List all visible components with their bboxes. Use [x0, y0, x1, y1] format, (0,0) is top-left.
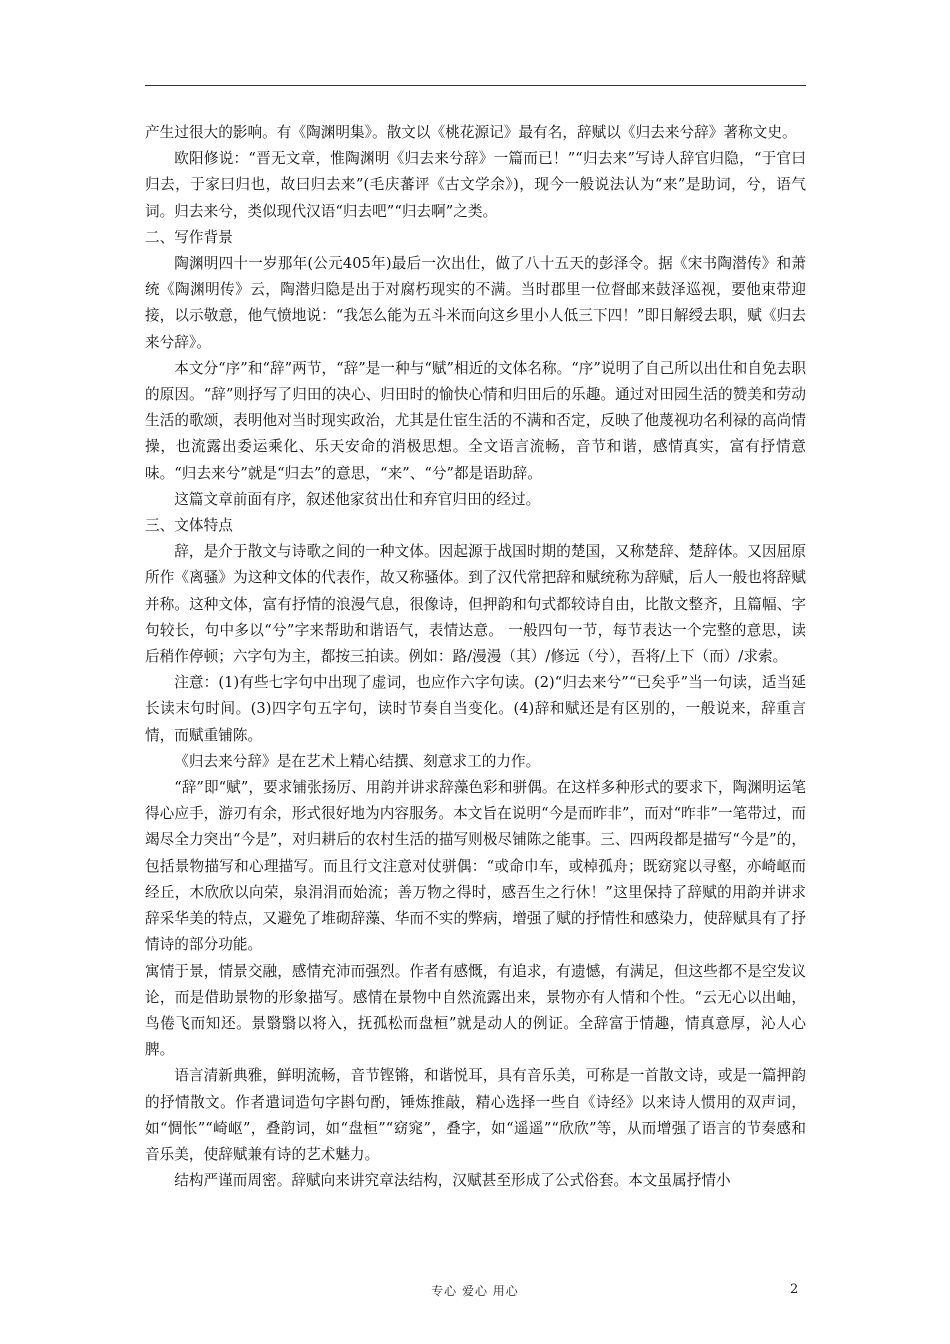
paragraph: 陶渊明四十一岁那年(公元405年)最后一次出仕，做了八十五天的彭泽令。据《宋书陶潜传》和萧统《陶渊明传》云，陶潜归隐是出于对腐朽现实的不满。当时郡里一位督邮来鼓泽巡视，要他束带迎接，以示敬意，他气愤地说：“我怎么能为五斗米而向这乡里小人低三下四！”即日解绶去职，赋《归去来兮辞》。 — [145, 255, 806, 351]
paragraph: 寓情于景，情景交融，感情充沛而强烈。作者有感慨，有追求，有遗憾，有满足，但这些都不是空发议论，而是借助景物的形象描写。感情在景物中自然流露出来，景物亦有人情和个性。“云无心以出岫，鸟倦飞而知还。景翳翳以将入，抚孤松而盘桓”就是动人的例证。全辞富于情趣，情真意厚，沁人心脾。 — [145, 962, 806, 1059]
paragraph: 注意：(1)有些七字句中出现了虚词，也应作六字句读。(2)“归去来兮”“已矣乎”当一句读，适当延长读末句时间。(3)四字句五字句，读时节奏自当变化。(4)辞和赋还是有区别的，一般说来，辞重言情，而赋重铺陈。 — [145, 674, 806, 744]
section-heading: 二、写作背景 — [145, 228, 233, 246]
document-body — [145, 120, 806, 1194]
paragraph: “辞”即“赋”，要求铺张扬厉、用韵并讲求辞藻色彩和骈偶。在这样多种形式的要求下，陶渊明运笔得心应手，游刃有余，形式很好地为内容服务。本文旨在说明“今是而昨非”，而对“昨非”一笔带过，而竭尽全力突出“今是”，对归耕后的农村生活的描写则极尽铺陈之能事。三、四两段都是描写“今是”的，包括景物描写和心理描写。而且行文注意对仗骈偶：“或命巾车，或棹孤舟；既窈窕以寻壑，亦崎岖而经丘，木欣欣以向荣，泉涓涓而始流；善万物之得时，感吾生之行休！”这里保持了辞赋的用韵并讲求辞采华美的特点，又避免了堆砌辞藻、华而不实的弊病，增强了赋的抒情性和感染力，使辞赋具有了抒情诗的部分功能。 — [145, 779, 806, 954]
paragraph: 产生过很大的影响。有《陶渊明集》。散文以《桃花源记》最有名，辞赋以《归去来兮辞》著称文史。 — [145, 124, 797, 141]
paragraph: 结构严谨而周密。辞赋向来讲究章法结构，汉赋甚至形成了公式俗套。本文虽属抒情小 — [174, 1172, 731, 1190]
footer-slogan: 专心 爱心 用心 — [431, 1284, 519, 1298]
paragraph: 《归去来兮辞》是在艺术上精心结撰、刻意求工的力作。 — [174, 752, 541, 770]
paragraph: 本文分“序”和“辞”两节，“辞”是一种与“赋”相近的文体名称。“序”说明了自己所以出仕和自免去职的原因。“辞”则抒写了归田的决心、归田时的愉快心情和归田后的乐趣。通过对田园生活的赞美和劳动生活的歌颂，表明他对当时现实政治，尤其是仕宦生活的不满和否定，反映了他蔑视功名利禄的高尚情操，也流露出委运乘化、乐天安命的消极思想。全文语言流畅，音节和谐，感情真实，富有抒情意味。“归去来兮”就是“归去”的意思，“来”、“兮”都是语助辞。 — [145, 359, 806, 482]
paragraph: 语言清新典雅，鲜明流畅，音节铿锵，和谐悦耳，具有音乐美，可称是一首散文诗，或是一篇押韵的抒情散文。作者遣词造句字斟句酌，锤炼推敲，精心选择一些自《诗经》以来诗人惯用的双声词，如“惆怅”“崎岖”，叠韵词，如“盘桓”“窈窕”，叠字，如“遥遥”“欣欣”等，从而增强了语言的节奏感和音乐美，使辞赋兼有诗的艺术魅力。 — [145, 1067, 806, 1163]
paragraph: 这篇文章前面有序，叙述他家贫出仕和弃官归田的经过。 — [174, 490, 541, 508]
paragraph: 辞，是介于散文与诗歌之间的一种文体。因起源于战国时期的楚国，又称楚辞、楚辞体。又因屈原所作《离骚》为这种文体的代表作，故又称骚体。到了汉代常把辞和赋统称为辞赋，后人一般也将辞赋并称。这种文体，富有抒情的浪漫气息，很像诗，但押韵和句式都较诗自由，比散文整齐，且篇幅、字句较长，句中多以“兮”字来帮助和谐语气，表情达意。 一般四句一节，每节表达一个完整的意思，读后稍作停顿；六字句为主，都按三拍读。例如：路/漫漫（其）/修远（兮），吾将/上下（而）/求索。 — [145, 543, 806, 666]
header-rule — [145, 85, 806, 86]
section-heading: 三、文体特点 — [145, 517, 233, 535]
paragraph: 欧阳修说：“晋无文章，惟陶渊明《归去来兮辞》一篇而已！”“归去来”写诗人辞官归隐，“于官曰归去，于家曰归也，故曰归去来”(毛庆蕃评《古文学余》)，现今一般说法认为“来”是助词，兮，语气词。归去来兮，类似现代汉语“归去吧”“归去啊”之类。 — [145, 150, 806, 220]
page-number: 2 — [790, 1282, 799, 1297]
